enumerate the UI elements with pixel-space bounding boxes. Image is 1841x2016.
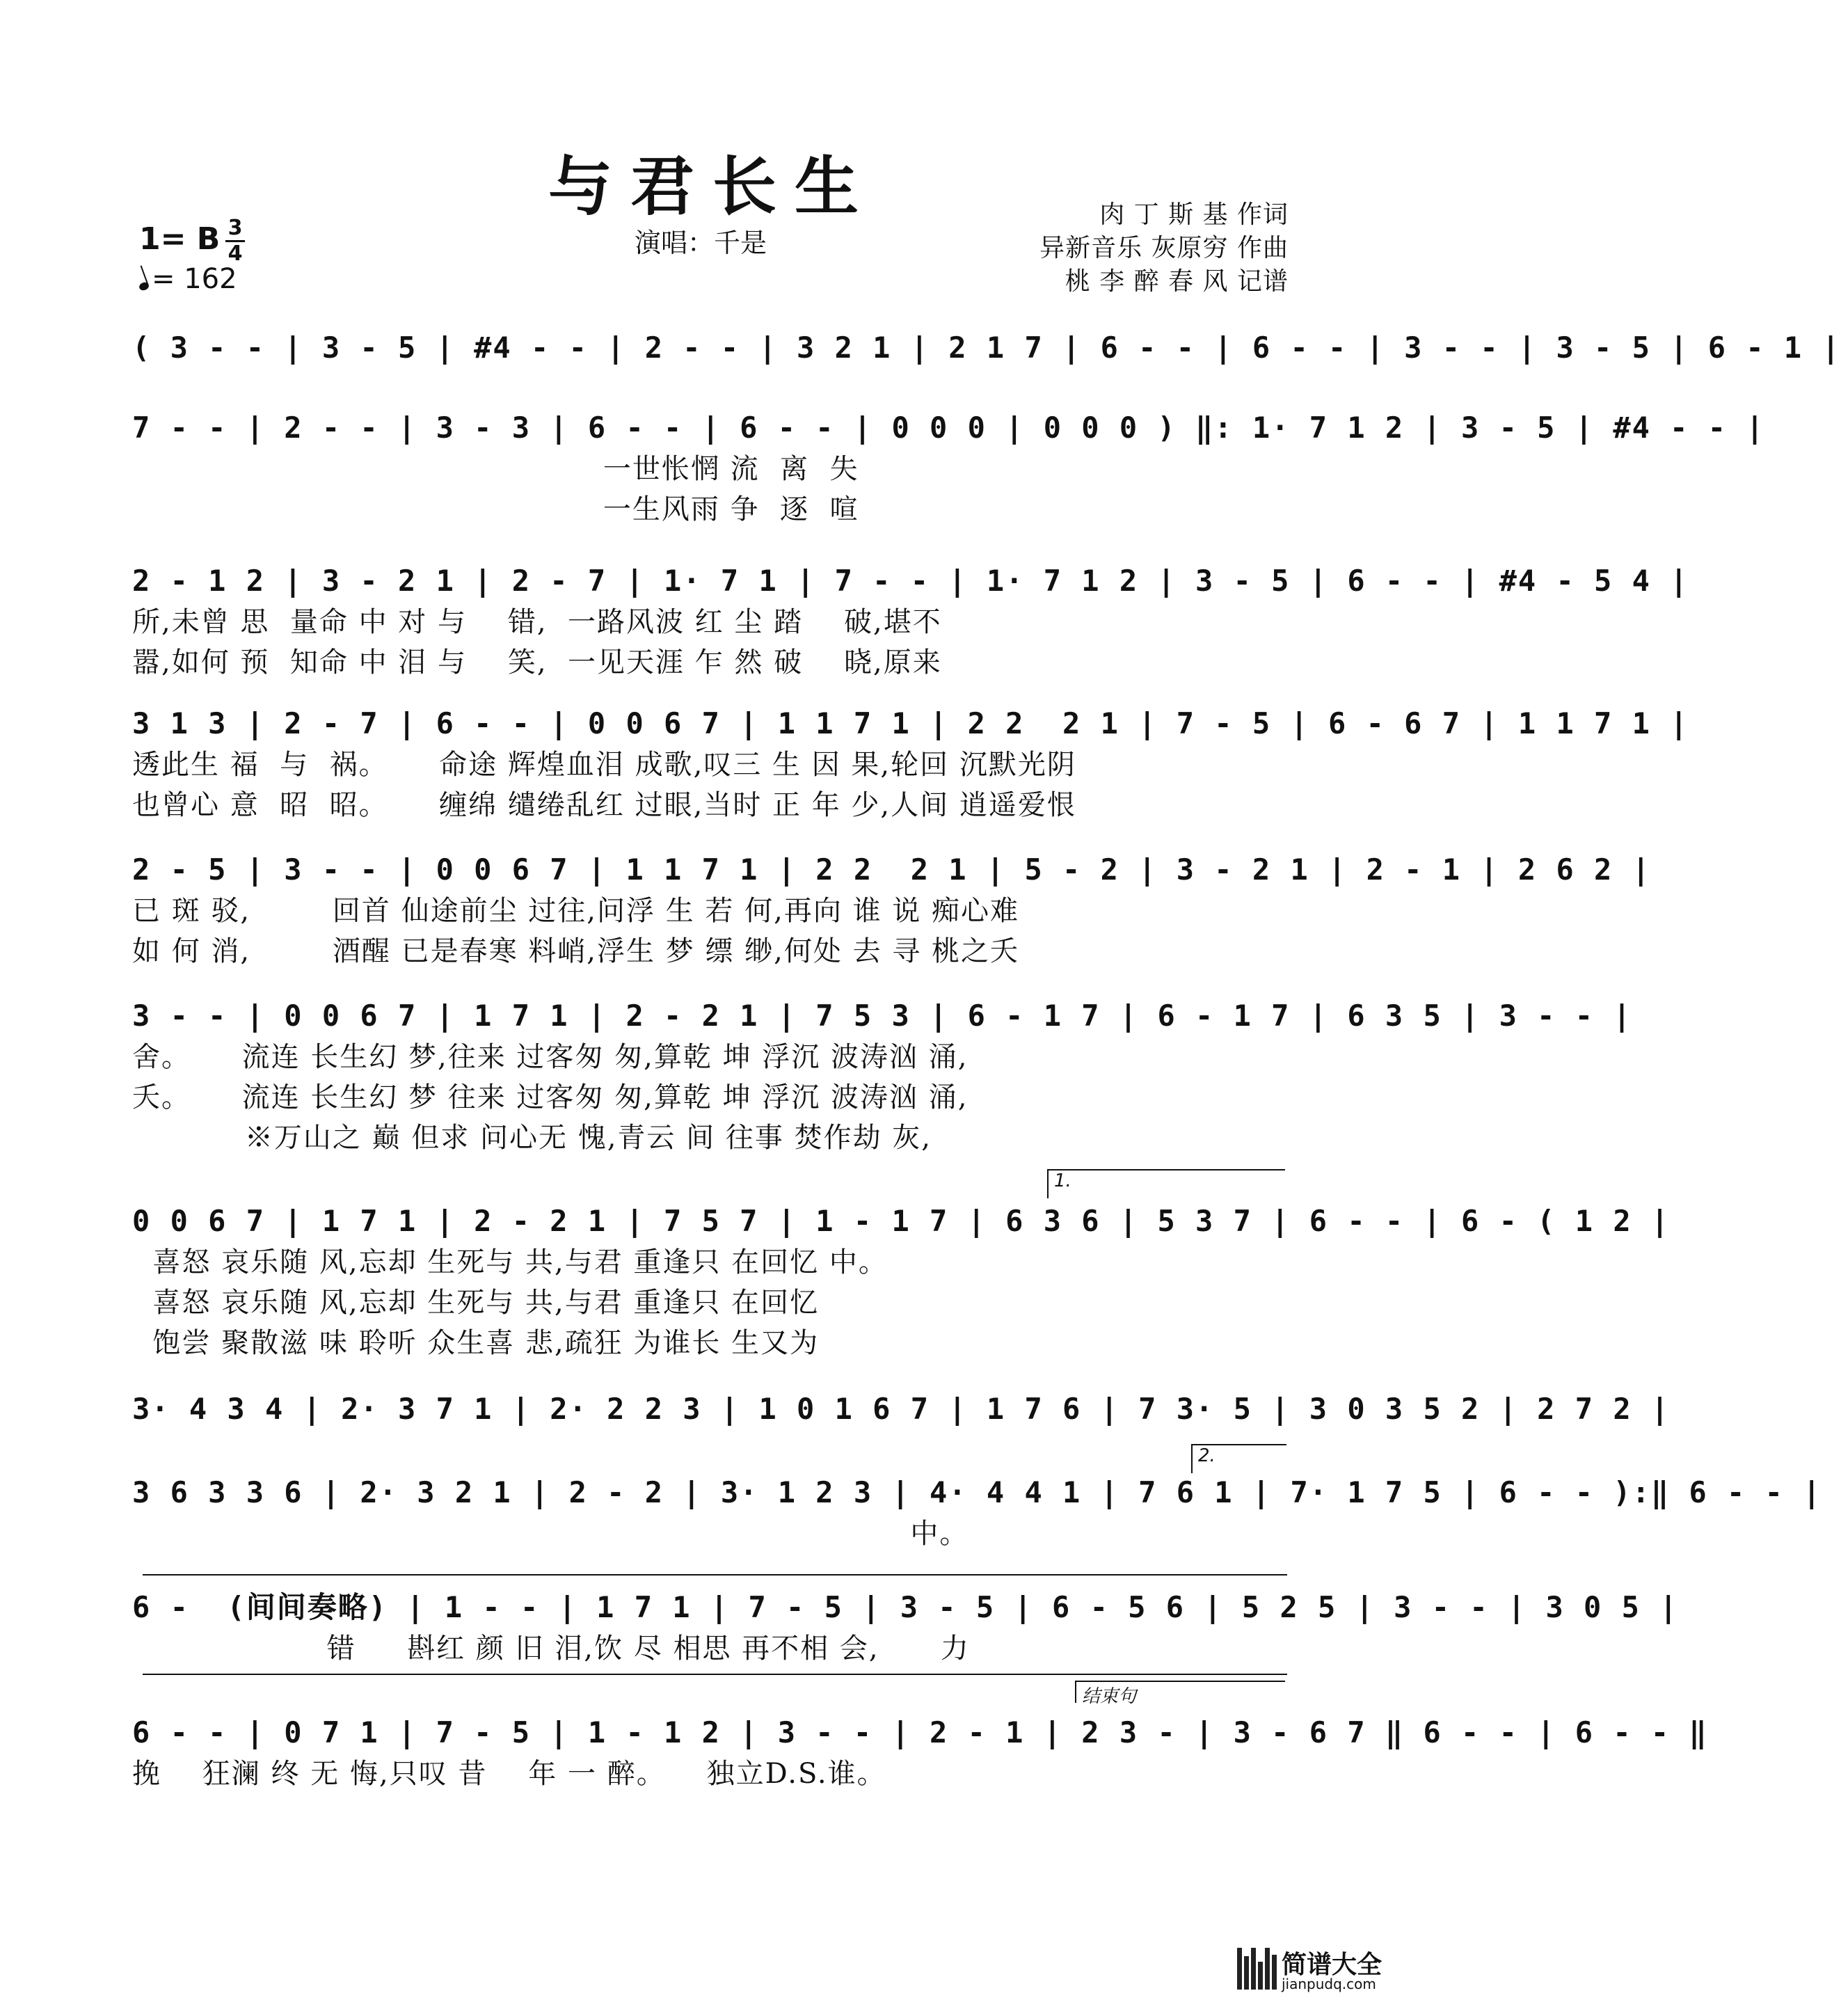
lyric-verse-2: 嚣,如何 预 知命 中 泪 与 笑, 一见天涯 乍 然 破 晓,原来 [132, 646, 942, 678]
notes-line: 2 - 5 | 3 - - | 0 0 6 7 | 1 1 7 1 | 2 2 2 1 | 5 - 2 | 3 - 2 1 | 2 - 1 | 2 6 2 | [132, 852, 1651, 887]
site-logo [1237, 1945, 1397, 1995]
lyric-verse-1: 错 斟红 颜 旧 泪,饮 尽 相思 再不相 会, 力 [132, 1633, 970, 1665]
score-system-2 [132, 407, 1765, 530]
score-system-3 [132, 560, 1689, 683]
logo-name: 简谱大全 [1282, 1951, 1382, 1979]
singer-credit: 演唱：千是 [635, 228, 767, 258]
rule-line [143, 1574, 1287, 1576]
score-system-11 [132, 1712, 1708, 1794]
logo-url: jianpudq.com [1282, 1976, 1376, 1992]
score-system-5 [132, 849, 1651, 971]
score-system-9 [132, 1472, 1822, 1554]
score-system-7 [132, 1200, 1671, 1363]
notes-line: 7 - - | 2 - - | 3 - 3 | 6 - - | 6 - - | 0 0 0 | 0 0 0 ) ‖: 1· 7 1 2 | 3 - 5 | #4 - - | [132, 411, 1765, 445]
lyric-verse-1: 中。 [132, 1518, 969, 1550]
lyric-verse-1: 喜怒 哀乐随 风,忘却 生死与 共,与君 重逢只 在回忆 中。 [132, 1246, 888, 1278]
notes-line: 3 6 3 3 6 | 2· 3 2 1 | 2 - 2 | 3· 1 2 3 | 4· 4 4 1 | 7 6 1 | 7· 1 7 5 | 6 - - ):‖ 6 - - | [132, 1475, 1822, 1509]
lyric-verse-1: 透此生 福 与 祸。 命途 辉煌血泪 成歌,叹三 生 因 果,轮回 沉默光阴 [132, 749, 1076, 781]
second-ending-bracket [1191, 1444, 1286, 1473]
lyric-verse-3: 饱尝 聚散滋 味 聆听 众生喜 悲,疏狂 为谁长 生又为 [132, 1327, 820, 1359]
notes-line: ( 3 - - | 3 - 5 | #4 - - | 2 - - | 3 2 1 | 2 1 7 | 6 - - | 6 - - | 3 - - | 3 - 5 | 6 - 1 | [132, 331, 1841, 365]
tempo-marking [139, 263, 237, 295]
first-ending-label: 1. [1054, 1170, 1071, 1191]
tempo-value: = 162 [152, 263, 237, 295]
notes-line: 0 0 6 7 | 1 7 1 | 2 - 2 1 | 7 5 7 | 1 - 1 7 | 6 3 6 | 5 3 7 | 6 - - | 6 - ( 1 2 | [132, 1204, 1671, 1238]
lyric-verse-2: 喜怒 哀乐随 风,忘却 生死与 共,与君 重逢只 在回忆 [132, 1287, 820, 1319]
rule-line [143, 1674, 1287, 1675]
coda-bracket [1075, 1681, 1285, 1707]
composer-credit: 异新音乐 灰原穷 作曲 [1039, 234, 1289, 262]
second-ending-label: 2. [1198, 1445, 1216, 1466]
notes-line: 3· 4 3 4 | 2· 3 7 1 | 2· 2 2 3 | 1 0 1 6 7 | 1 7 6 | 7 3· 5 | 3 0 3 5 2 | 2 7 2 | [132, 1392, 1671, 1426]
quarter-note-icon [138, 281, 150, 292]
score-system-4 [132, 703, 1689, 825]
lyric-verse-1: 舍。 流连 长生幻 梦,往来 过客匆 匆,算乾 坤 浮沉 波涛汹 涌, [132, 1041, 969, 1073]
lyric-verse-1: 所,未曾 思 量命 中 对 与 错, 一路风波 红 尘 踏 破,堪不 [132, 606, 942, 638]
lyric-verse-2: 夭。 流连 长生幻 梦 往来 过客匆 匆,算乾 坤 浮沉 波涛汹 涌, [132, 1081, 969, 1113]
key-signature: 1= B [139, 221, 221, 257]
first-ending-bracket [1047, 1169, 1285, 1198]
score-system-6 [132, 995, 1632, 1158]
score-system-8 [132, 1388, 1671, 1430]
notes-line: 2 - 1 2 | 3 - 2 1 | 2 - 7 | 1· 7 1 | 7 - - | 1· 7 1 2 | 3 - 5 | 6 - - | #4 - 5 4 | [132, 564, 1689, 598]
lyric-verse-3: ※万山之 巅 但求 问心无 愧,青云 间 往事 焚作劫 灰, [132, 1122, 932, 1154]
lyric-verse-1: 一世怅惘 流 离 失 [132, 453, 859, 485]
page-title: 与君长生 [548, 150, 877, 224]
time-signature [221, 217, 249, 265]
time-signature-bottom: 4 [228, 241, 243, 266]
transcriber-credit: 桃 李 醉 春 风 记谱 [1065, 267, 1289, 296]
coda-label: 结束句 [1082, 1686, 1137, 1707]
notes-line: 6 - - | 0 7 1 | 7 - 5 | 1 - 1 2 | 3 - - | 2 - 1 | 2 3 - | 3 - 6 7 ‖ 6 - - | 6 - - ‖ [132, 1715, 1708, 1749]
notes-line: 6 - (间间奏略) | 1 - - | 1 7 1 | 7 - 5 | 3 - 5 | 6 - 5 6 | 5 2 5 | 3 - - | 3 0 5 | [132, 1590, 1679, 1624]
score-system-10 [132, 1587, 1679, 1669]
credits [1039, 198, 1289, 299]
lyric-verse-1: 已 斑 驳, 回首 仙途前尘 过往,问浮 生 若 何,再向 谁 说 痴心难 [132, 895, 1020, 927]
time-signature-top: 3 [228, 216, 243, 240]
lyricist-credit: 肉 丁 斯 基 作词 [1099, 200, 1289, 229]
notes-line: 3 - - | 0 0 6 7 | 1 7 1 | 2 - 2 1 | 7 5 3 | 6 - 1 7 | 6 - 1 7 | 6 3 5 | 3 - - | [132, 999, 1632, 1033]
notes-line: 3 1 3 | 2 - 7 | 6 - - | 0 0 6 7 | 1 1 7 1 | 2 2 2 1 | 7 - 5 | 6 - 6 7 | 1 1 7 1 | [132, 706, 1689, 740]
piano-bars-icon [1237, 1948, 1276, 1990]
lyric-verse-2: 如 何 消, 酒醒 已是春寒 料峭,浮生 梦 缥 缈,何处 去 寻 桃之夭 [132, 935, 1020, 967]
lyric-verse-2: 也曾心 意 昭 昭。 缠绵 缱绻乱红 过眼,当时 正 年 少,人间 逍遥爱恨 [132, 789, 1076, 821]
score-system-1 [132, 327, 1841, 369]
lyric-verse-1: 挽 狂澜 终 无 悔,只叹 昔 年 一 醉。 独立D.S.谁。 [132, 1758, 886, 1790]
lyric-verse-2: 一生风雨 争 逐 喧 [132, 493, 859, 525]
